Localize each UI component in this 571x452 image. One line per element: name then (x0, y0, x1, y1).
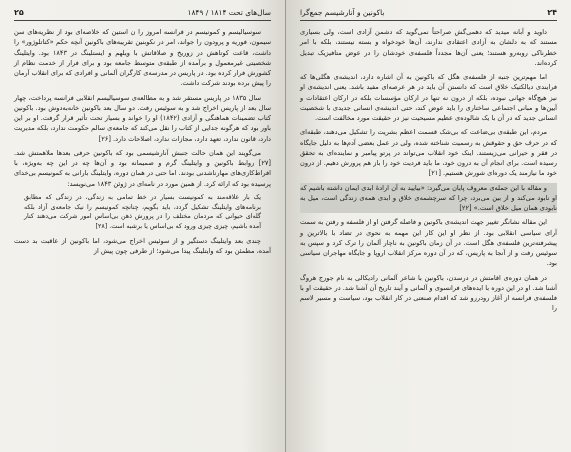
right-paragraph: در همان دوره‌ی اقامتش در درسدن، باکونین با شاعر آلمانی رادیکالی به نام جورج هروگ آشنا شد. او در این دوره با ایده‌های فرانسوی و آلمانی و آیند تاریخ آن آشنا شد. در حقیقت او با فلسفه‌ی فرانسه از آغاز رودررو شد که اقدام صنعتی در کار انقلاب بود، سیاست و مسیر لاسم را (300, 273, 557, 313)
right-paragraph: مردم، این طبقه‌ی بی‌ضاعت که بی‌شک قسمت اعظم بشریت را تشکیل می‌دهند، طبقه‌ای که در حرف حق و حقوقش به رسمیت شناخته شده، ولی در عمل بعضی آدم‌ها به دلیل جایگاه در فقر و حیرانی می‌زیستند. اینک خود انقلاب می‌تواند در پرتو پیامبر و نماینده‌ای به تحقق رسیده است. برای انجام آن به درون خود، ما باید فردیت خود را باز هم پرورش دهیم. از درون خود ما نیازمند یک دوره‌ای شورش هستیم. [۲۱] (300, 128, 557, 178)
left-running-title: سال‌های تحت ۱۸۱۴ / ۱۸۴۹ (187, 8, 271, 17)
left-paragraph: سوسیالیسم و کمونیسم در فرانسه امروز را ن استین که خلاصه‌ای بود از نظریه‌های سن سیمون، فوریه و پرودون را جواند، امر در نکوبنین تقریبه‌های باکونین آنچه حکم «کتاتلوژور» را داشت، قاعت کوتاهش در زوریخ و صلاقاتش با ویلهم و ایستلینگ در ۱۸۴۳ بود. وایتلینگ شخصیتی غیرمعمول و برآمده از طبقه‌ی متوسط جامعه بود و برای فرار از خدمت نظام از کشورش فرار کرده بود. در پاریس در مدرسه‌ی کارگران آلمانی و افرادی که برای انقلاب آرمان را پیش برده بودند شرکت داشت. (14, 28, 271, 88)
right-running-title: باکونین و آنارشیسم جمع‌گرا (300, 8, 385, 17)
right-paragraph: این مقاله نشانگر تغییر جهت اندیشه‌ی باکونین و فاصله گرفتن او از فلسفه و رفتن به سمت آرای سیاسی انقلابی بود. از نظر او این کار این مهمه به نحوی در تضاد با بالاترین و پیشرفته‌ترین فلسفه‌ی هگل است. در آن زمان باکونین به ناچار آلمان را ترک کرد و سپس به سوئیس رفت و از آنجا به پاریس، که در آن دوره مرکز انقلاب اروپا و جایگاه مهاجران سیاسی بود. (300, 218, 557, 268)
right-highlighted-paragraph: و مقاله با این جمله‌ی معروف پایان می‌گیرد: «بیایید به آن ارادهٔ ابدی ایمان داشته باشیم که او نابود می‌کند و از بین می‌برد، چرا که سرچشمه‌ی خلاق و ابدی همه‌ی زندگی است، میل به نابودی همان میل خلاق است.» [۲۲] (300, 183, 557, 212)
left-page-header (14, 8, 271, 21)
left-paragraph: می‌گویند این همان حالت جنبش آنارشیسمی بود که باکونین حرفی بعدها ملاهمتش شد. [۲۷] روابط باکونین و وایتلینگ گرم و صمیمانه بود و آن‌ها چه در این چه به‌ویژه، با افراط‌کاری‌های مهارناشدنی بودند. اما حتی در همان دوره، وایتلینگ بارانی به کمونیسم بی‌خدای پرسیده بود که ارائه کرد. از همین مورد در نامه‌ای در ژوئن ۱۸۴۳ می‌نویسد: (14, 148, 271, 188)
left-page-number: ۲۵ (14, 8, 24, 17)
right-page (286, 0, 571, 452)
right-page-header (300, 8, 557, 21)
left-block-quote: یک بار علاقه‌مند به کمونیست بسیار در خط تمامی به زندگی، در زندگی که مطابق برنامه‌های وایتلینگ تشکیل گردد، باید بگویم، چنانچه کمونیسم را نیک جامعه‌ی آزاد بلکه گله‌ای حیوانی که مردمان مختلف را در پرورش ذهن بی‌اساس امور شرکت می‌دهند کنار آمده باشیم، چیزی چیزی ورود که بی‌اساس یا برشبه است. [۲۸] (24, 193, 261, 231)
right-page-body (300, 27, 557, 314)
right-page-number: ۲۴ (547, 8, 557, 17)
left-closing-paragraph: چندی بعد وایتلینگ دستگیر و از سوئیس اخراج می‌شود، اما باکونین از عاقبت بد دست آمده، مطمئن بود که وایتلینگ پیدا می‌شود؛ از طرفی چون پیش از (14, 236, 271, 256)
left-paragraph: سال ۱۸۳۵ در پاریس مستقر شد و به مطالعه‌ی سوسیالیسم انقلابی فرانسه پرداخت، چهار سال بعد از پاریس اخراج شد و به سوئیس رفت. دو سال بعد باکونین خانه‌به‌دوش بود. باکونین کتاب تضمینات هماهنگی و آزادی (۱۸۴۲) او را خواند و بسیار تحت تأثیر قرار گرفت. او بر این باور بود که هرگونه جدایی از کتاب را نقل می‌کند که جامعه‌ی سالم حکومت ندارد، بلکه مدیریت دارد، قانون ندارد، تعهد دارد، مجازات ندارد، اصلاحات دارد. [۲۶] (14, 93, 271, 143)
left-page-body (14, 27, 271, 256)
left-page (0, 0, 285, 452)
right-paragraph: اما مهم‌ترین جنبه از فلسفه‌ی هگل که باکونین به آن اشاره دارد، اندیشه‌ی هگلی‌ها که فرایندی دیالکتیک خلاق است که دانستن آن باید در هر عرصه‌ای مفید باشد. یعنی اندیشه‌ی او نیز هیچ‌گاه جهانی نبوده، بلکه از درون نه تنها در ارکان مؤسسات بلکه در ارکان اعتقادات و آیین‌ها و مبانی اجتماعی ساختاری را باید عوض کند، حتی اندیشه‌ی انسانی جدیدی با شخصیت انسانی جدید که در آن با یک شالوده‌ی عظیم مسیحیت نیز در حقیقت مورد مخالفت است. (300, 73, 557, 122)
right-paragraph: داوید و آبانه میدید که دهمی‌گش صراحتاً نمی‌گوید که دشمن آزادی است، ولی بسیاری مستند که به دلشان به آزادی اعتقادی ندارند، آن‌ها خودخواه و بسته نیستند، بلکه با امر خطرناکی روبه‌رو هستند؛ یعنی آن‌ها مجدداً فلسفه‌ی خودشان را در عوض متافیزیک تبدیل کرده‌اند. (300, 28, 557, 67)
